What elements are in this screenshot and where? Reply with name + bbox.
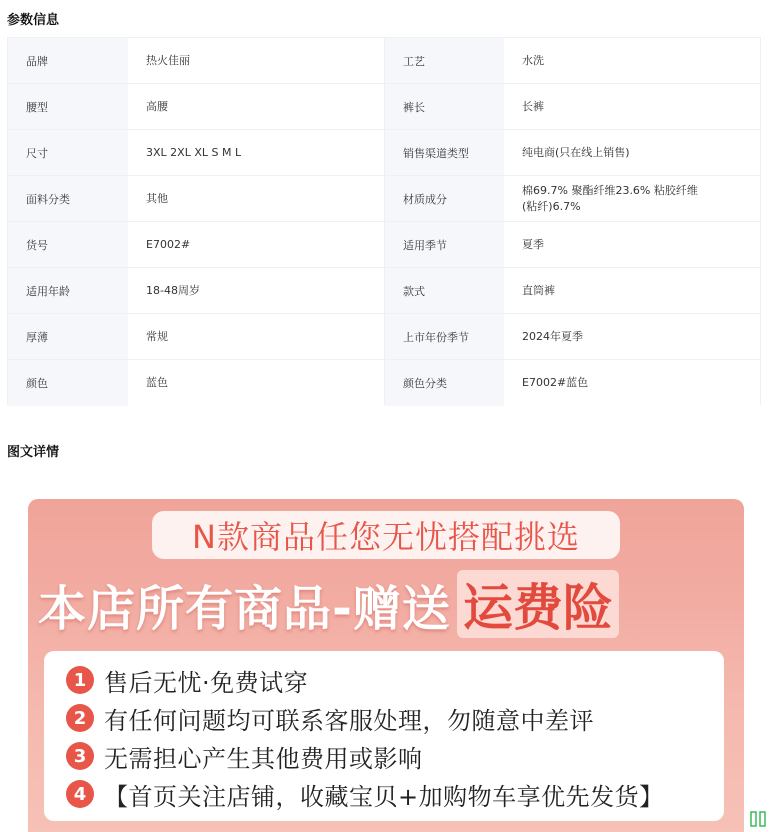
number-badge: 3	[66, 742, 94, 770]
params-section-title: 参数信息	[7, 13, 60, 28]
param-row	[8, 268, 760, 314]
param-value: 夏季	[504, 222, 760, 267]
param-label: 腰型	[8, 84, 128, 129]
detail-section-title: 图文详情	[7, 445, 60, 460]
param-value: 蓝色	[128, 360, 385, 406]
param-value: 常规	[128, 314, 385, 359]
headline-accent-text: 运费险	[457, 570, 619, 638]
param-label: 颜色分类	[385, 360, 504, 406]
feature-text: 无需担心产生其他费用或影响	[104, 744, 423, 773]
param-value: 其他	[128, 176, 385, 221]
param-row	[8, 84, 760, 130]
param-value: 18-48周岁	[128, 268, 385, 313]
param-label: 上市年份季节	[385, 314, 504, 359]
param-label: 货号	[8, 222, 128, 267]
expand-icon-svg	[749, 810, 767, 828]
feature-item	[66, 661, 702, 699]
param-label: 材质成分	[385, 176, 504, 221]
headline-text: 本店所有商品-赠送	[38, 580, 451, 637]
feature-item	[66, 775, 702, 813]
param-label: 裤长	[385, 84, 504, 129]
banner-headline	[38, 569, 738, 639]
param-row	[8, 130, 760, 176]
param-value: E7002#	[128, 222, 385, 267]
params-table	[7, 37, 761, 405]
param-value: 直筒裤	[504, 268, 760, 313]
number-badge: 2	[66, 704, 94, 732]
number-badge: 1	[66, 666, 94, 694]
param-row	[8, 38, 760, 84]
feature-item	[66, 737, 702, 775]
promo-banner	[28, 499, 744, 832]
param-label: 品牌	[8, 38, 128, 83]
param-label: 尺寸	[8, 130, 128, 175]
param-label: 颜色	[8, 360, 128, 406]
param-label: 适用年龄	[8, 268, 128, 313]
param-label: 销售渠道类型	[385, 130, 504, 175]
param-label: 厚薄	[8, 314, 128, 359]
param-value: 3XL 2XL XL S M L	[128, 130, 385, 175]
param-row	[8, 222, 760, 268]
feature-item	[66, 699, 702, 737]
param-label: 工艺	[385, 38, 504, 83]
param-label: 款式	[385, 268, 504, 313]
param-value: 2024年夏季	[504, 314, 760, 359]
expand-icon[interactable]	[749, 810, 767, 828]
param-value: 长裤	[504, 84, 760, 129]
param-value: 高腰	[128, 84, 385, 129]
param-label: 适用季节	[385, 222, 504, 267]
param-value: 棉69.7% 聚酯纤维23.6% 粘胶纤维(粘纤)6.7%	[504, 176, 760, 221]
param-value: 热火佳丽	[128, 38, 385, 83]
param-row	[8, 314, 760, 360]
number-badge: 4	[66, 780, 94, 808]
param-value: 纯电商(只在线上销售)	[504, 130, 760, 175]
feature-text: 售后无忧·免费试穿	[104, 668, 309, 697]
feature-text: 【首页关注店铺，收藏宝贝+加购物车享优先发货】	[104, 782, 664, 811]
param-row	[8, 176, 760, 222]
param-label: 面料分类	[8, 176, 128, 221]
param-value: 水洗	[504, 38, 760, 83]
param-row	[8, 360, 760, 406]
banner-pill-text: N款商品任您无忧搭配挑选	[152, 511, 620, 559]
feature-text: 有任何问题均可联系客服处理，勿随意中差评	[104, 706, 594, 735]
param-value: E7002#蓝色	[504, 360, 760, 406]
feature-card	[44, 651, 724, 821]
